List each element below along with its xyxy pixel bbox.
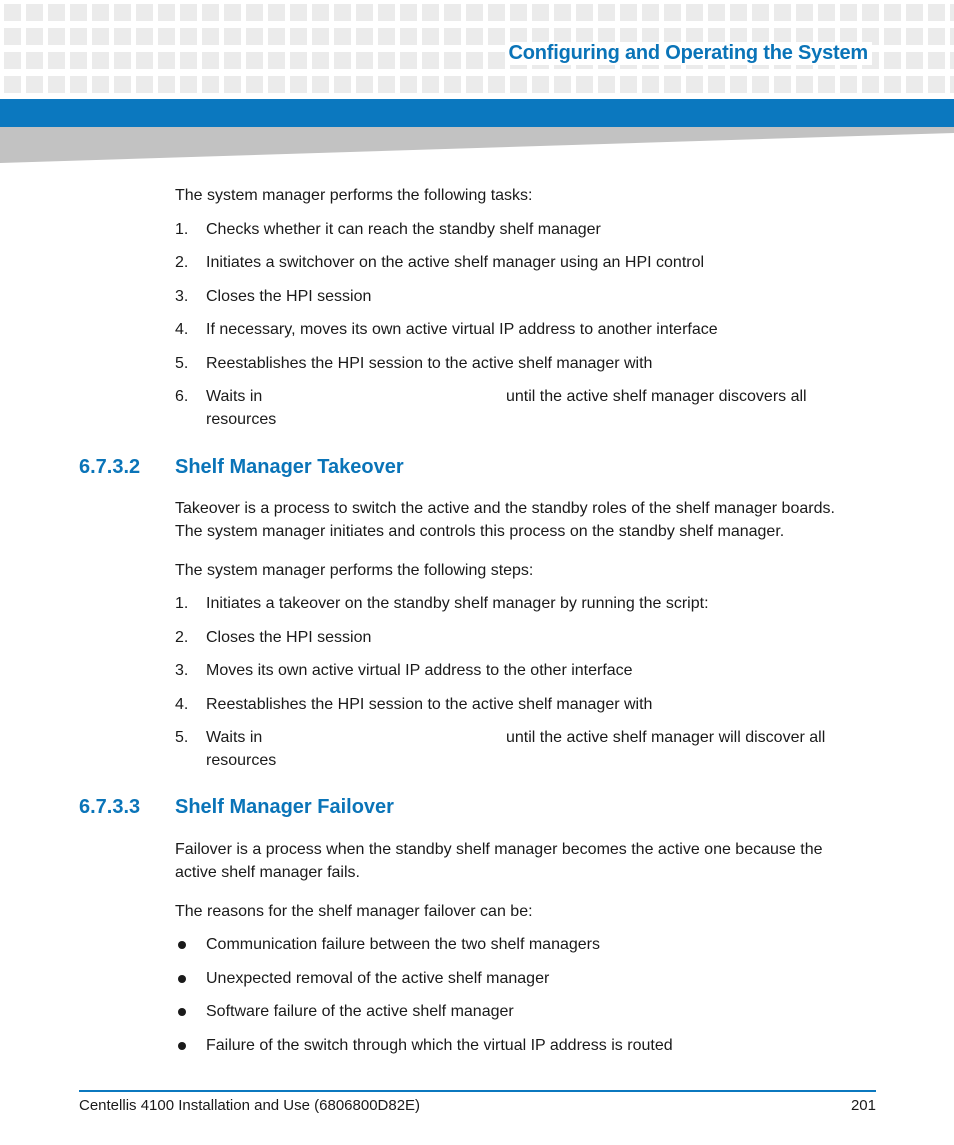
list-number: 3. — [175, 662, 189, 679]
list-text: Closes the HPI session — [206, 288, 372, 305]
list-text: Closes the HPI session — [206, 629, 372, 646]
list-number: 5. — [175, 355, 189, 372]
list-number: 3. — [175, 288, 189, 305]
list-text: Reestablishes the HPI session to the active shelf manager with — [206, 355, 653, 372]
list-number: 4. — [175, 696, 189, 713]
header-blue-bar — [0, 99, 954, 127]
bullet-text: Communication failure between the two shelf managers — [206, 936, 600, 953]
bullet-icon — [178, 1042, 186, 1050]
header-swoosh — [0, 127, 954, 165]
list-text: until the active shelf manager will discover all — [506, 729, 826, 746]
list-item — [175, 385, 875, 431]
takeover-description-line: The system manager initiates and controls this process on the standby shelf manager. — [175, 523, 785, 540]
bullet-icon — [178, 975, 186, 983]
list-text: Initiates a switchover on the active shelf manager using an HPI control — [206, 254, 705, 271]
footer-document-title: Centellis 4100 Installation and Use (6806800D82E) — [79, 1097, 421, 1114]
tasks-intro: The system manager performs the following tasks: — [175, 187, 533, 204]
list-text: resources — [206, 752, 277, 769]
reasons-intro: The reasons for the shelf manager failover can be: — [175, 903, 533, 920]
list-number: 6. — [175, 388, 189, 405]
list-text: Waits in — [206, 388, 263, 405]
list-number: 1. — [175, 221, 189, 238]
list-number: 1. — [175, 595, 189, 612]
list-item — [175, 726, 875, 772]
list-text: resources — [206, 411, 277, 428]
list-text: until the active shelf manager discovers all — [506, 388, 807, 405]
failover-description-line: Failover is a process when the standby shelf manager becomes the active one because the — [175, 841, 823, 858]
failover-description-line: active shelf manager fails. — [175, 864, 360, 881]
list-text: Waits in — [206, 729, 263, 746]
section-title: Shelf Manager Failover — [175, 796, 394, 818]
takeover-description-line: Takeover is a process to switch the active and the standby roles of the shelf manager boards. — [175, 500, 835, 517]
list-text: Reestablishes the HPI session to the active shelf manager with — [206, 696, 653, 713]
list-number: 4. — [175, 321, 189, 338]
bullet-text: Failure of the switch through which the virtual IP address is routed — [206, 1037, 673, 1054]
list-number: 2. — [175, 629, 189, 646]
footer-rule — [79, 1090, 876, 1092]
list-text: Initiates a takeover on the standby shelf manager by running the script: — [206, 595, 709, 612]
section-title: Shelf Manager Takeover — [175, 456, 404, 478]
page-number: 201 — [850, 1097, 876, 1114]
page-header-title: Configuring and Operating the System — [505, 42, 873, 65]
section-number: 6.7.3.2 — [79, 456, 141, 478]
list-text: Moves its own active virtual IP address to the other interface — [206, 662, 633, 679]
list-text: If necessary, moves its own active virtual IP address to another interface — [206, 321, 718, 338]
list-number: 5. — [175, 729, 189, 746]
bullet-text: Unexpected removal of the active shelf manager — [206, 970, 550, 987]
list-number: 2. — [175, 254, 189, 271]
section-number: 6.7.3.3 — [79, 796, 141, 818]
bullet-icon — [178, 1008, 186, 1016]
steps-intro: The system manager performs the following steps: — [175, 562, 534, 579]
bullet-text: Software failure of the active shelf manager — [206, 1003, 514, 1020]
list-text: Checks whether it can reach the standby shelf manager — [206, 221, 601, 238]
bullet-icon — [178, 941, 186, 949]
